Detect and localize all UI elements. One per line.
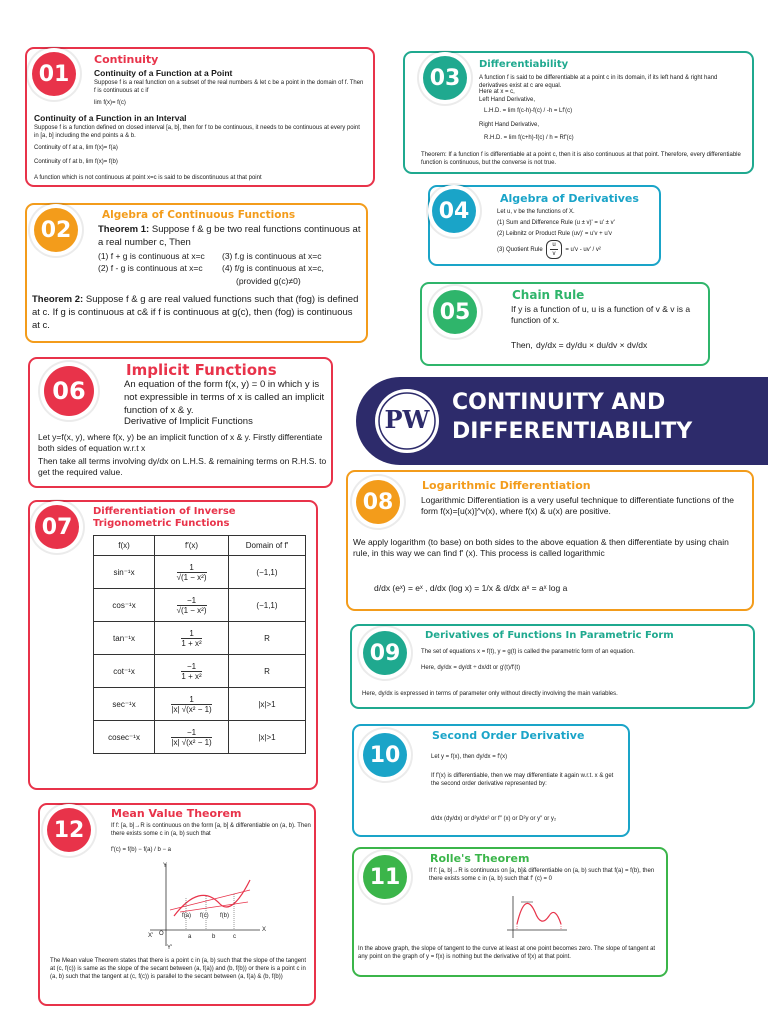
banner-line-2: DIFFERENTIABILITY — [452, 418, 693, 444]
rolles-graph — [505, 894, 569, 940]
section-05-badge: 05 — [433, 290, 477, 334]
derivative-cell — [155, 721, 229, 754]
rhd-formula: R.H.D. = lim f(c+h)-f(c) / h = Rf'(c) — [484, 135, 574, 141]
second-order-intro: Let y = f(x), then dy/dx = f′(x) — [431, 754, 508, 760]
section-01-badge: 01 — [32, 52, 76, 96]
derivative-denominator: |x| √(x² − 1) — [171, 737, 212, 747]
domain-cell: |x|>1 — [228, 721, 305, 754]
lhd-formula: L.H.D. = lim f(c-h)-f(c) / -h = Lf'(c) — [484, 108, 573, 114]
function-cell: sin⁻¹x — [94, 556, 155, 589]
section-12-badge: 12 — [47, 808, 91, 852]
table-row — [94, 655, 306, 688]
mvt-label-xp: X' — [148, 933, 154, 939]
parametric-note: Here, dy/dx is expressed in terms of parameter only without directly involving the main variables. — [362, 691, 618, 697]
derivative-denominator: |x| √(x² − 1) — [171, 704, 212, 714]
mvt-label-fa: f(a) — [182, 913, 191, 919]
derivative-numerator: −1 — [171, 728, 211, 738]
derivative-cell — [155, 622, 229, 655]
section-09-badge: 09 — [363, 631, 407, 675]
parametric-formula: Here, dy/dx = dy/dt ÷ dx/dt or g′(t)/f′(t) — [421, 665, 521, 671]
table-row — [94, 556, 306, 589]
section-07-title-1: Differentiation of Inverse — [93, 506, 236, 517]
log-diff-formulas: d/dx (eˣ) = eˣ , d/dx (log x) = 1/x & d/dx aˣ = aˣ log a — [374, 583, 568, 593]
continuity-point-heading: Continuity of a Function at a Point — [94, 68, 233, 78]
derivative-fraction — [177, 563, 207, 582]
log-diff-process: We apply logarithm (to base) on both sides to the above equation & then differentiate by using chain rule, in this way we can find f′ (x). This process is called logarithmic — [353, 537, 729, 559]
quotient-rule — [497, 240, 601, 259]
function-cell: sec⁻¹x — [94, 688, 155, 721]
mvt-explanation: The Mean value Theorem states that there is a point c in (a, b) such that the slope of the tangent at (c, f(c)) is same as the slope of the secant between (a, f(a)) and (b, f(b)) or there is a point c in (a, b) such that the tangent at (c, f(c)) is parallel to the secant between (a, f(a) & (b, f(b)) — [50, 958, 307, 981]
derivative-numerator: 1 — [181, 629, 201, 639]
theorem-2-text: Suppose f & g are real valued functions such that (fog) is defined at c. If g is continuous at c& if f is continuous at g(c), then (fog) is continuous at c. — [32, 294, 359, 331]
derivative-cell — [155, 556, 229, 589]
pw-logo-text: PW — [384, 405, 430, 434]
continuity-at-b: Continuity of f at b, lim f(x)= f(b) — [34, 159, 118, 165]
title-banner — [356, 377, 768, 465]
derivative-numerator: −1 — [177, 596, 207, 606]
implicit-derivative-text: Let y=f(x, y), where f(x, y) be an implicit function of x & y. Firstly differentiate both sides of equation w.r.t x — [38, 432, 323, 454]
section-07-badge: 07 — [35, 505, 79, 549]
table-header-cell: Domain of f′ — [228, 536, 305, 556]
product-rule: (2) Leibnitz or Product Rule (uv)' = u'v + u'v — [497, 231, 612, 237]
function-cell: tan⁻¹x — [94, 622, 155, 655]
second-order-notation: d/dx (dy/dx) or d²y/dx² or f″ (x) or D²y or y″ or y₂ — [431, 816, 557, 822]
theorem-1-label: Theorem 1: — [98, 224, 150, 235]
derivative-denominator: √(1 − x²) — [176, 605, 207, 615]
inverse-trig-table — [93, 535, 306, 754]
theorem-2 — [32, 294, 362, 332]
differentiability-def: A function f is said to be differentiable at a point c in its domain, if its left hand & right hand derivatives exist at c are equal. — [479, 75, 718, 90]
chain-rule-equation: dy/dx = dy/du × du/dv × dv/dx — [536, 340, 648, 350]
derivative-numerator: 1 — [171, 695, 211, 705]
mvt-label-o: O — [159, 931, 164, 937]
domain-cell: R — [228, 622, 305, 655]
banner-line-1: CONTINUITY AND — [452, 390, 666, 415]
section-10-title: Second Order Derivative — [432, 729, 585, 742]
derivative-fraction — [177, 596, 207, 615]
implicit-def: An equation of the form f(x, y) = 0 in which y is not expressible in terms of x is called an implicit function of x & y. — [124, 379, 325, 416]
theorem-1-text: Suppose f & g be two real functions continuous at a real number c, Then — [98, 224, 361, 248]
section-06-title: Implicit Functions — [126, 361, 277, 379]
continuity-point-text: Suppose f is a real function on a subset of the real numbers & let c be a point in the domain of f. Then f is continuous at c if — [94, 80, 364, 95]
derivative-denominator: √(1 − x²) — [176, 572, 207, 582]
continuity-at-a: Continuity of f at a, lim f(x)= f(a) — [34, 145, 118, 151]
mvt-label-fc: f(c) — [200, 913, 209, 919]
chain-rule-text: If y is a function of u, u is a function of v & v is a function of x. — [511, 304, 691, 326]
chain-rule-then: Then, — [511, 340, 533, 350]
section-03-badge: 03 — [423, 56, 467, 100]
section-05-title: Chain Rule — [512, 288, 585, 302]
derivative-fraction — [181, 662, 201, 681]
mvt-label-c: c — [233, 934, 236, 940]
lhd-label: Left Hand Derivative, — [479, 97, 536, 103]
section-10-badge: 10 — [363, 733, 407, 777]
mvt-label-yp: Y' — [167, 945, 173, 951]
section-11-title: Rolle's Theorem — [430, 852, 530, 865]
implicit-derivative-heading: Derivative of Implicit Functions — [124, 416, 253, 427]
rule-4: (4) f/g is continuous at x=c, — [222, 263, 324, 273]
theorem-1 — [98, 224, 364, 250]
rolles-statement: If f: [a, b]→R is continuous on [a, b]& differentiable on (a, b) such that f(a) = f(b), then there exists some c in (a, b) such that f′ (c) = 0 — [429, 868, 655, 883]
section-06-badge: 06 — [44, 366, 94, 416]
derivatives-intro: Let u, v be the functions of X. — [497, 209, 575, 215]
differentiability-here: Here at x = c, — [479, 89, 515, 95]
domain-cell: (−1,1) — [228, 556, 305, 589]
derivative-cell — [155, 688, 229, 721]
log-diff-def: Logarithmic Differentiation is a very useful technique to differentiate functions of the form f(x)=[u(x)]^v(x), where f(x) & u(x) are positive. — [421, 495, 734, 517]
table-header-cell: f′(x) — [155, 536, 229, 556]
section-09-title: Derivatives of Functions In Parametric Form — [425, 630, 674, 641]
derivative-numerator: 1 — [177, 563, 207, 573]
function-cell: cosec⁻¹x — [94, 721, 155, 754]
mvt-label-a: a — [188, 934, 192, 940]
derivative-denominator: 1 + x² — [181, 638, 202, 648]
section-02-badge: 02 — [34, 208, 78, 252]
quotient-rule-result: = u'v - uv' / v² — [565, 247, 601, 254]
section-03-title: Differentiability — [479, 59, 569, 70]
rule-4-proviso: (provided g(c)≠0) — [236, 276, 301, 286]
derivative-denominator: 1 + x² — [181, 671, 202, 681]
section-02-title: Algebra of Continuous Functions — [102, 209, 296, 221]
derivative-cell — [155, 655, 229, 688]
quotient-rule-label: (3) Quotient Rule — [497, 247, 543, 254]
section-12-title: Mean Value Theorem — [111, 807, 242, 820]
function-cell: cos⁻¹x — [94, 589, 155, 622]
parametric-def: The set of equations x = f(t), y = g(t) is called the parametric form of an equation. — [421, 649, 635, 655]
sum-rule: (1) Sum and Difference Rule (u ± v)' = u' ± v' — [497, 220, 615, 226]
table-row — [94, 622, 306, 655]
rhd-label: Right Hand Derivative, — [479, 122, 540, 128]
table-row — [94, 589, 306, 622]
domain-cell: R — [228, 655, 305, 688]
mvt-label-x: X — [262, 927, 267, 933]
section-01-title: Continuity — [94, 53, 159, 66]
discontinuity-note: A function which is not continuous at point x=c is said to be discontinuous at that point — [34, 175, 262, 181]
mvt-label-b: b — [212, 934, 216, 940]
continuity-point-formula: lim f(x)= f(c) — [94, 100, 126, 106]
quotient-u-over-v: $\frac{u}{v}$ — [546, 240, 561, 259]
domain-cell: (−1,1) — [228, 589, 305, 622]
implicit-derivative-step: Then take all terms involving dy/dx on L.H.S. & remaining terms on R.H.S. to get the required value. — [38, 456, 327, 478]
differentiability-theorem: Theorem: If a function f is differentiable at a point c, then it is also continuous at that point. Therefore, every differentiable function is continuous, but the converse is not true. — [421, 152, 741, 167]
section-04-badge: 04 — [432, 189, 476, 233]
continuity-interval-text: Suppose f is a function defined on closed interval [a, b], then for f to be continuous, it needs to be continuous at every point in [a, b] including the end points a & b. — [34, 125, 360, 140]
section-07-title-2: Trigonometric Functions — [93, 518, 230, 529]
section-08-badge: 08 — [356, 480, 400, 524]
domain-cell: |x|>1 — [228, 688, 305, 721]
table-row — [94, 721, 306, 754]
section-08-title: Logarithmic Differentiation — [422, 479, 591, 492]
mvt-statement: If f: [a, b]→R is continuous on the form [a, b] & differentiable on (a, b). Then there exists some c in (a, b) such that — [111, 823, 311, 838]
mvt-label-fb: f(b) — [220, 913, 229, 919]
derivative-numerator: −1 — [181, 662, 201, 672]
rule-2: (2) f - g is continuous at x=c — [98, 263, 203, 273]
function-cell: cot⁻¹x — [94, 655, 155, 688]
mvt-formula: f′(c) = f(b) − f(a) / b − a — [111, 847, 171, 853]
derivative-fraction — [171, 695, 211, 714]
mvt-label-y: Y — [163, 863, 168, 869]
derivative-fraction — [171, 728, 211, 747]
table-header-row — [94, 536, 306, 556]
theorem-2-label: Theorem 2: — [32, 294, 84, 305]
rule-1: (1) f + g is continuous at x=c — [98, 251, 205, 261]
second-order-text: If f′(x) is differentiable, then we may differentiate it again w.r.t. x & get the second order derivative represented by: — [431, 773, 614, 788]
derivative-cell — [155, 589, 229, 622]
table-header-cell: f(x) — [94, 536, 155, 556]
section-11-badge: 11 — [363, 855, 407, 899]
section-04-title: Algebra of Derivatives — [500, 192, 639, 205]
derivative-fraction — [181, 629, 201, 648]
rule-3: (3) f.g is continuous at x=c — [222, 251, 322, 261]
table-row — [94, 688, 306, 721]
rolles-explanation: In the above graph, the slope of tangent to the curve at least at one point becomes zero. The slope of tangent at any point on the graph of y = f(x) is nothing but the derivative of f(x) at that point. — [358, 946, 656, 961]
continuity-interval-heading: Continuity of a Function in an Interval — [34, 113, 187, 123]
